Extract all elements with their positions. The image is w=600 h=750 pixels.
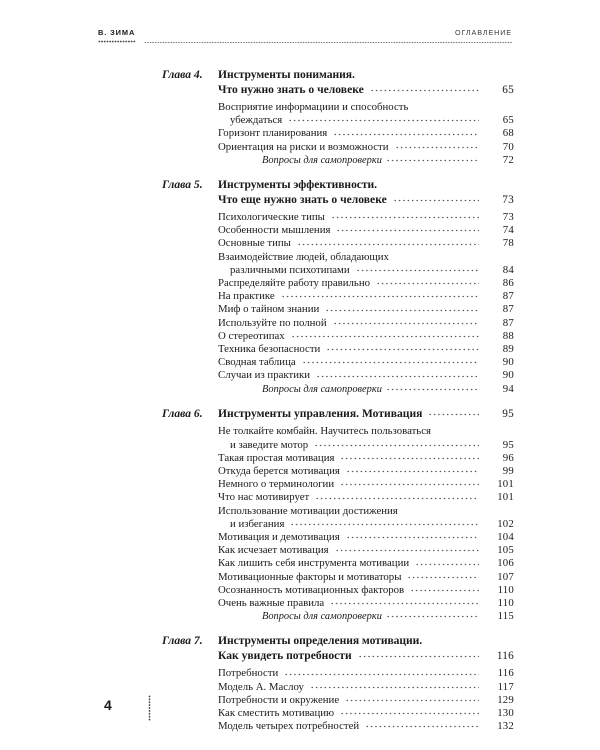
chapter-title-line-2: Как увидеть потребности <box>218 648 352 662</box>
dot-leader <box>376 279 479 288</box>
toc-entry[interactable] <box>162 667 514 680</box>
chapter-title-row[interactable] <box>162 407 514 422</box>
toc-entry[interactable] <box>162 557 514 570</box>
entry-label: Что нас мотивирует <box>218 491 310 504</box>
dot-leader <box>340 480 479 489</box>
chapter-title-line-2: Что нужно знать о человеке <box>218 82 364 96</box>
dot-leader <box>336 226 479 235</box>
dot-leader <box>358 652 479 661</box>
entry-page-number: 87 <box>502 290 514 303</box>
toc-entry[interactable] <box>162 518 514 531</box>
chapter-heading[interactable] <box>162 407 514 422</box>
toc-entry[interactable] <box>162 224 514 237</box>
dot-leader <box>310 683 479 692</box>
chapter-page-number: 116 <box>496 649 514 662</box>
entry-page-number: 90 <box>502 369 514 382</box>
toc-entry-selfcheck[interactable] <box>162 610 514 623</box>
entry-label: Распределяйте работу правильно <box>218 277 370 290</box>
toc-entry[interactable] <box>162 127 514 140</box>
dot-leader <box>335 546 479 555</box>
entry-label: Очень важные правила <box>218 597 325 609</box>
entry-page-number: 106 <box>497 557 514 570</box>
chapter-title-line-1: Инструменты управления. Мотивация <box>218 406 423 420</box>
toc-entry-selfcheck[interactable] <box>162 154 514 167</box>
dot-leader <box>415 560 479 569</box>
toc-entry[interactable] <box>162 452 514 465</box>
entry-page-number: 102 <box>497 517 514 530</box>
toc-entry[interactable] <box>162 478 514 491</box>
entry-label: Осознанность мотивационных факторов <box>218 583 405 596</box>
entry-label: Как исчезает мотивация <box>218 544 329 557</box>
entry-page-number: 101 <box>497 478 514 491</box>
entry-page-number: 110 <box>497 583 514 596</box>
toc-entry[interactable] <box>162 264 514 277</box>
entry-label-line-1: Взаимодействие людей, обладающих <box>218 250 389 263</box>
dot-leader <box>346 533 479 542</box>
running-head-rule <box>144 41 512 44</box>
toc-entry[interactable] <box>162 237 514 250</box>
entry-label: Такая простая мотивация <box>218 451 335 464</box>
chapter-heading-line <box>162 68 514 83</box>
dot-leader <box>386 385 479 394</box>
dot-leader <box>331 213 479 222</box>
dot-leader <box>393 196 479 205</box>
page-folio <box>104 697 164 727</box>
entry-label: Немного о терминологии <box>218 478 335 491</box>
chapter-spacer <box>162 396 514 407</box>
chapter-page-number: 65 <box>502 83 514 96</box>
toc-entry[interactable] <box>162 694 514 707</box>
chapter-number: Глава 5. <box>162 178 203 192</box>
entry-page-number: 101 <box>497 491 514 504</box>
entry-label: Горизонт планирования <box>218 127 328 140</box>
entry-page-number: 73 <box>502 211 514 224</box>
toc-entry[interactable] <box>162 303 514 316</box>
entry-page-number: 132 <box>497 720 514 733</box>
entry-label: Основные типы <box>218 237 291 250</box>
toc-entry[interactable] <box>162 491 514 504</box>
chapter-heading-line <box>162 178 514 193</box>
dot-leader <box>365 722 479 731</box>
entry-page-number: 110 <box>497 597 514 609</box>
entry-page-number: 105 <box>497 544 514 557</box>
dot-leader <box>407 573 479 582</box>
toc-entry[interactable] <box>162 707 514 720</box>
entry-page-number: 87 <box>502 316 514 329</box>
entry-label-line-1: Не толкайте комбайн. Научитесь пользоваться <box>218 425 431 438</box>
dot-leader <box>314 441 479 450</box>
entry-label: Ориентация на риски и возможности <box>218 140 389 153</box>
entry-label: Как сместить мотивацию <box>218 707 335 720</box>
chapter-heading[interactable] <box>162 178 514 207</box>
folio-rule <box>148 695 151 721</box>
toc-entry-selfcheck[interactable] <box>162 383 514 396</box>
toc-entry[interactable] <box>162 356 514 369</box>
toc-entry[interactable] <box>162 277 514 290</box>
entry-label: Вопросы для самопроверки <box>262 611 382 623</box>
dot-leader <box>346 467 479 476</box>
toc-entry[interactable] <box>162 544 514 557</box>
toc-entry[interactable] <box>162 584 514 597</box>
entry-page-number: 74 <box>502 224 514 237</box>
entry-label: Модель четырех потребностей <box>218 720 360 733</box>
toc-entry[interactable] <box>162 720 514 733</box>
running-head-author: В. ЗИМА <box>98 28 136 37</box>
chapter-spacer <box>162 623 514 634</box>
entry-label: Мотивация и демотивация <box>218 530 340 543</box>
dot-leader <box>333 319 479 328</box>
chapter-heading[interactable] <box>162 634 514 663</box>
chapter-heading[interactable] <box>162 68 514 97</box>
entry-page-number: 99 <box>502 464 514 477</box>
entry-label: Особенности мышления <box>218 224 331 237</box>
chapter-entry-list <box>162 211 514 396</box>
dot-leader <box>356 266 479 275</box>
toc-entry[interactable] <box>162 531 514 544</box>
chapter-title-line-2: Что еще нужно знать о человеке <box>218 192 387 206</box>
chapter-entry-list <box>162 667 514 733</box>
toc-entry[interactable] <box>162 343 514 356</box>
entry-page-number: 90 <box>502 356 514 369</box>
dot-leader <box>316 372 479 381</box>
entry-label: Как лишить себя инструмента мотивации <box>218 557 410 570</box>
dot-leader <box>410 586 479 595</box>
dot-leader <box>284 670 479 679</box>
dot-leader <box>290 520 479 529</box>
entry-label: Психологические типы <box>218 211 325 224</box>
entry-label-line-1: Восприятие информациии и способность <box>218 101 409 113</box>
entry-page-number: 70 <box>502 140 514 153</box>
entry-label-line-2: и заведите мотор <box>230 438 309 451</box>
dot-leader <box>345 696 479 705</box>
entry-page-number: 89 <box>502 343 514 356</box>
entry-page-number: 88 <box>502 329 514 342</box>
page-number: 4 <box>104 697 112 713</box>
entry-page-number: 107 <box>497 570 514 583</box>
chapter-title-row[interactable] <box>162 649 514 664</box>
entry-label: Мотивационные факторы и мотиваторы <box>218 570 402 583</box>
dot-leader <box>297 240 479 249</box>
chapter-block <box>162 634 514 733</box>
toc-entry[interactable] <box>162 465 514 478</box>
entry-page-number: 87 <box>502 303 514 316</box>
dot-leader <box>288 116 479 125</box>
running-head-section: ОГЛАВЛЕНИЕ <box>455 28 512 37</box>
dot-leader <box>291 332 479 341</box>
chapter-number: Глава 6. <box>162 406 203 420</box>
entry-label: Сводная таблица <box>218 356 296 369</box>
entry-label: На практике <box>218 290 275 303</box>
entry-label: Откуда берется мотивация <box>218 464 340 477</box>
toc-entry[interactable] <box>162 681 514 694</box>
entry-label: О стереотипах <box>218 329 285 342</box>
toc-entry[interactable] <box>162 439 514 452</box>
dot-leader <box>326 345 479 354</box>
entry-label: Миф о тайном знании <box>218 303 320 316</box>
entry-label: Случаи из практики <box>218 369 311 382</box>
dot-leader <box>386 156 479 165</box>
chapter-title-line-1: Инструменты эффективности. <box>218 178 378 192</box>
dot-leader <box>330 599 479 608</box>
entry-page-number: 95 <box>502 438 514 451</box>
entry-label: Потребности и окружение <box>218 693 340 706</box>
entry-page-number: 129 <box>497 693 514 706</box>
chapter-number: Глава 7. <box>162 634 203 648</box>
entry-label-line-1: Использование мотивации достижения <box>218 504 398 517</box>
entry-page-number: 96 <box>502 451 514 464</box>
dot-leader <box>340 454 479 463</box>
entry-label-line-2: убеждаться <box>230 114 283 127</box>
chapter-number: Глава 4. <box>162 68 203 81</box>
toc-entry[interactable] <box>162 290 514 303</box>
toc-entry[interactable] <box>162 317 514 330</box>
entry-page-number: 86 <box>502 277 514 290</box>
chapter-entry-list <box>162 425 514 623</box>
entry-label-line-2: различными психотипами <box>230 263 350 276</box>
entry-label-line-2: и избегания <box>230 517 285 530</box>
running-head <box>98 28 512 50</box>
toc-entry[interactable] <box>162 330 514 343</box>
dot-leader <box>315 494 479 503</box>
entry-label: Используйте по полной <box>218 316 327 329</box>
entry-page-number: 116 <box>497 667 514 680</box>
running-head-author-rule <box>98 40 136 43</box>
entry-page-number: 117 <box>497 680 514 693</box>
chapter-title-line-1: Инструменты понимания. <box>218 68 355 81</box>
dot-leader <box>340 709 479 718</box>
table-of-contents <box>162 68 514 733</box>
entry-page-number: 94 <box>502 382 514 395</box>
entry-page-number: 78 <box>502 237 514 250</box>
entry-page-number: 72 <box>502 153 514 166</box>
dot-leader <box>302 358 479 367</box>
entry-label: Модель А. Маслоу <box>218 680 304 693</box>
dot-leader <box>386 612 479 621</box>
chapter-heading-line <box>162 634 514 649</box>
entry-label: Техника безопасности <box>218 343 321 356</box>
entry-label: Вопросы для самопроверки <box>262 154 382 166</box>
entry-label: Потребности <box>218 667 279 680</box>
toc-entry[interactable] <box>162 571 514 584</box>
entry-page-number: 104 <box>497 530 514 543</box>
entry-page-number: 130 <box>497 707 514 720</box>
dot-leader <box>395 143 479 152</box>
entry-page-number: 68 <box>502 127 514 140</box>
toc-entry[interactable] <box>162 114 514 127</box>
dot-leader <box>370 86 479 95</box>
dot-leader <box>428 410 479 419</box>
chapter-title-row[interactable] <box>162 193 514 208</box>
entry-page-number: 65 <box>502 114 514 127</box>
chapter-page-number: 95 <box>502 407 514 420</box>
chapter-block <box>162 68 514 167</box>
entry-label: Вопросы для самопроверки <box>262 383 382 395</box>
chapter-title-line-1: Инструменты определения мотивации. <box>218 634 423 648</box>
chapter-title-row[interactable] <box>162 83 514 98</box>
toc-entry[interactable] <box>162 141 514 154</box>
chapter-block <box>162 178 514 396</box>
toc-entry[interactable] <box>162 211 514 224</box>
chapter-page-number: 73 <box>502 193 514 206</box>
toc-entry[interactable] <box>162 597 514 610</box>
dot-leader <box>325 306 479 315</box>
entry-page-number: 84 <box>502 263 514 276</box>
toc-entry[interactable] <box>162 369 514 382</box>
dot-leader <box>333 130 479 139</box>
chapter-entry-list <box>162 101 514 167</box>
chapter-spacer <box>162 167 514 178</box>
dot-leader <box>281 292 479 301</box>
entry-page-number: 115 <box>497 610 514 623</box>
chapter-block <box>162 407 514 624</box>
